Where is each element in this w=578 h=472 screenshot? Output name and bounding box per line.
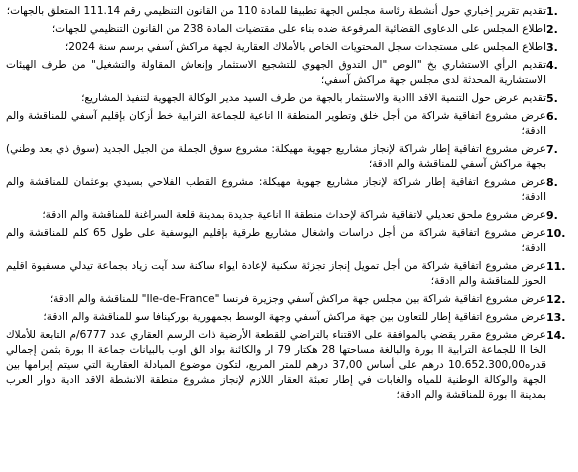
- item-number: 12.: [546, 293, 566, 306]
- item-text: عرض مشروع اتفاقية شراكة من أجل خلق وتطوير المنطقة اا اناعية للجماعة الترابية خط أزكان بإقليم آسفي للمناقشة والم اادقة؛: [6, 110, 546, 137]
- item-number: 5.: [546, 92, 558, 105]
- item-text: عرض مشروع اتفاقية شراكة بين مجلس جهة مراكش آسفي وجزيرة فرنسا "Ile-de-France" للمناقشة والم اادقة؛: [49, 293, 546, 305]
- item-text: تقديم تقرير إخباري حول أنشطة رئاسة مجلس الجهة تطبيقا للمادة 110 من القانون التنظيمي رقم 111.14 المتعلق بالجهات؛: [6, 5, 546, 17]
- item-number: 2.: [546, 23, 558, 36]
- item-number: 7.: [546, 143, 558, 156]
- item-number: 8.: [546, 176, 558, 189]
- item-number: 1.: [546, 5, 558, 18]
- item-number: 13.: [546, 311, 566, 324]
- list-item: [6, 142, 568, 172]
- item-text: تقديم الرأي الاستشاري بخ "الوص "ال التدوق الجهوي للتشجيع الاستثمار وإنعاش المقاولة والتشغيل" من طرف الهيئات الاستشارية المحدثة لدى مجلس جهة مراكش آسفي؛: [6, 59, 546, 86]
- item-text: عرض مشروع اتفاقية إطار شراكة لإنجاز مشاريع جهوية مهيكلة: مشروع القطب الفلاحي بسيدي بوعثمان للمناقشة والم اادقة؛: [6, 176, 546, 203]
- item-text: عرض مشروع اتفاقية شراكة من أجل دراسات واشغال مشاريع طرقية بإقليم اليوسفية على طول 65 كلم للمناقشة والم اادقة؛: [6, 227, 547, 254]
- item-number: 6.: [546, 110, 558, 123]
- item-text: تقديم عرض حول التنمية الاقد ااادية والاستثمار بالجهة من طرف السيد مدير الوكالة الجهوية لتنفيذ المشاريع؛: [81, 92, 546, 104]
- list-item: [6, 40, 568, 55]
- list-item: [6, 91, 568, 106]
- item-number: 4.: [546, 59, 558, 72]
- item-text: عرض مشروع اتفاقية إطار شراكة لإنجاز مشاريع جهوية مهيكلة: مشروع سوق الجملة من الجيل الجديد (سوق ذي بعد وطني) بجهة مراكش آسفي للمناقشة والم اادقة؛: [6, 143, 546, 170]
- list-item: [6, 310, 568, 325]
- item-text: عرض مشروع مقرر يقضي بالموافقة على الاقتناء بالتراضي للقطعة الأرضية ذات الرسم العقاري عدد 6777/م التابعة للأملاك الخا اا للجماعة الترابية اا بورة والبالغة مساحتها 28 هكتار 79 ار والكائنة بواد الق اوب بالبيانات جماعة اا بورة بثمن إجمالي قدره10.652.300,00 درهم على أساس 37,00 درهم للمتر المربع، لتكون موضوع المبادلة العقارية التي سيتم إبرامها بين الجهة والوكالة الوطنية للمياه والغابات في إطار تعبئة العقار اللازم لإنجاز مشروع منطقة الانشطة الاقد اادية دوار العرب بمدينة اا بورة للمناقشة والم اادقة؛: [6, 329, 546, 401]
- item-text: عرض مشروع اتفاقية إطار للتعاون بين جهة مراكش آسفي وجهة الوسط بجمهورية بوركينافا سو للمناقشة والم اادقة؛: [43, 311, 546, 323]
- list-item: [6, 208, 568, 223]
- item-number: 11.: [546, 260, 566, 273]
- item-text: اطلاع المجلس على الدعاوى القضائية المرفوعة ضده بناء على مقتضيات المادة 238 من القانون التنظيمي للجهات؛: [51, 23, 546, 35]
- agenda-list: [6, 4, 568, 403]
- item-number: 14.: [546, 329, 566, 342]
- item-text: اطلاع المجلس على مستجدات سجل المحتويات الخاص بالأملاك العقارية لجهة مراكش آسفي برسم سنة 2024؛: [64, 41, 546, 53]
- list-item: [6, 175, 568, 205]
- list-item: [6, 4, 568, 19]
- item-number: 3.: [546, 41, 558, 54]
- item-text: عرض مشروع اتفاقية شراكة من أجل تمويل إنجاز تجزئة سكنية لإعادة ايواء ساكنة سد آيت زياد بجماعة تيدلي مسفيوة اقليم الحوز للمناقشة والم اادقة؛: [6, 260, 546, 287]
- item-text: عرض مشروع ملحق تعديلي لاتفاقية شراكة لإحداث منطقة اا اناعية جديدة بمدينة قلعة السراغنة للمناقشة والم اادقة؛: [42, 209, 546, 221]
- item-number: 10.: [546, 227, 566, 240]
- list-item: [6, 259, 568, 289]
- list-item: [6, 226, 568, 256]
- list-item: [6, 292, 568, 307]
- list-item: [6, 22, 568, 37]
- item-number: 9.: [546, 209, 558, 222]
- list-item: [6, 58, 568, 88]
- list-item: [6, 109, 568, 139]
- list-item: [6, 328, 568, 403]
